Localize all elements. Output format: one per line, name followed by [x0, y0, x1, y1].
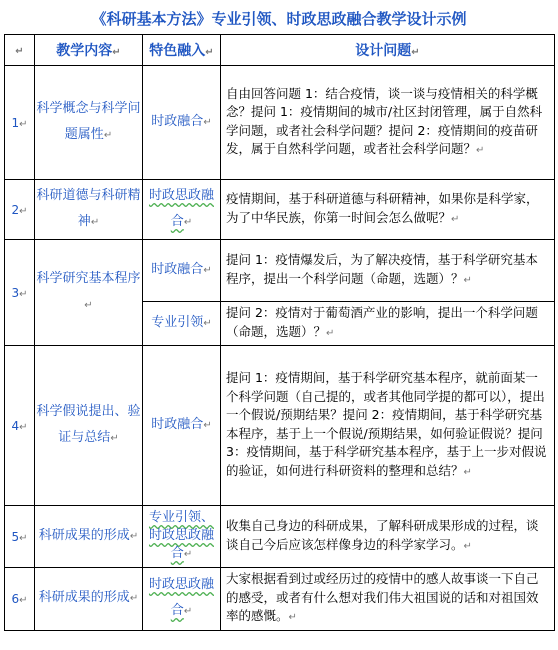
- header-index: ↵: [5, 35, 35, 66]
- header-feature: 特色融入↵: [143, 35, 221, 66]
- row-feature: 专业引领↵: [143, 302, 221, 346]
- page-title: [0, 6, 558, 32]
- row-design: 提问 1：疫情爆发后，为了解决疫情，基于科学研究基本程序，提出一个科学问题（命题，选题）？↵: [221, 240, 555, 302]
- header-content: 教学内容↵: [35, 35, 143, 66]
- title-text: 专业引领、时政思政融合教学设计示例: [211, 10, 467, 28]
- table-row: [5, 568, 555, 631]
- table-row: [5, 180, 555, 240]
- row-feature: 专业引领、时政思政融合↵: [143, 506, 221, 568]
- table-row: [5, 66, 555, 180]
- row-content: 科研成果的形成↵: [35, 506, 143, 568]
- row-content: 科研成果的形成↵: [35, 568, 143, 631]
- row-design: 自由回答问题 1：结合疫情，谈一谈与疫情相关的科学概念？提问 1：疫情期间的城市/社区封闭管理，属于自然科学问题，或者社会科学问题？提问 2：疫情期间的疫苗研发，属于自然科学问题，或者社会科学问题？↵: [221, 66, 555, 180]
- row-index: 1↵: [5, 66, 35, 180]
- row-index: 4↵: [5, 346, 35, 506]
- row-content: 科学研究基本程序↵: [35, 240, 143, 346]
- row-feature: 时政思政融合↵: [143, 568, 221, 631]
- table-row: [5, 506, 555, 568]
- row-index: 3↵: [5, 240, 35, 346]
- row-content: 科学假说提出、验证与总结↵: [35, 346, 143, 506]
- row-content: 科研道德与科研精神↵: [35, 180, 143, 240]
- row-design: 收集自己身边的科研成果，了解科研成果形成的过程，谈谈自己今后应该怎样像身边的科学家学习。↵: [221, 506, 555, 568]
- row-index: 5↵: [5, 506, 35, 568]
- row-design: 疫情期间，基于科研道德与科研精神，如果你是科学家，为了中华民族，你第一时间会怎么做呢？↵: [221, 180, 555, 240]
- row-index: 6↵: [5, 568, 35, 631]
- title-book-name: 《科研基本方法》: [91, 10, 212, 28]
- table-row: [5, 346, 555, 506]
- design-table: [4, 34, 555, 631]
- header-row: [5, 35, 555, 66]
- row-feature: 时政融合↵: [143, 346, 221, 506]
- row-design: 大家根据看到过或经历过的疫情中的感人故事谈一下自己的感受，或者有什么想对我们伟大祖国说的话和对祖国效率的感慨。↵: [221, 568, 555, 631]
- row-index: 2↵: [5, 180, 35, 240]
- row-feature: 时政融合↵: [143, 240, 221, 302]
- row-feature: 时政思政融合↵: [143, 180, 221, 240]
- row-design: 提问 2：疫情对于葡萄酒产业的影响，提出一个科学问题（命题，选题）？↵: [221, 302, 555, 346]
- row-feature: 时政融合↵: [143, 66, 221, 180]
- row-content: 科学概念与科学问题属性↵: [35, 66, 143, 180]
- table-row: [5, 240, 555, 302]
- row-design: 提问 1：疫情期间，基于科学研究基本程序，就前面某一个科学问题（自己提的，或者其他同学提的都可以），提出一个假说/预期结果？提问 2：疫情期间，基于科学研究基本程序，基于上一个假说/预期结果，如何验证假说？提问 3：疫情期间，基于科学研究基本程序，基于上一步对假说的验证，如何进行科研资料的整理和总结？↵: [221, 346, 555, 506]
- header-design: 设计问题↵: [221, 35, 555, 66]
